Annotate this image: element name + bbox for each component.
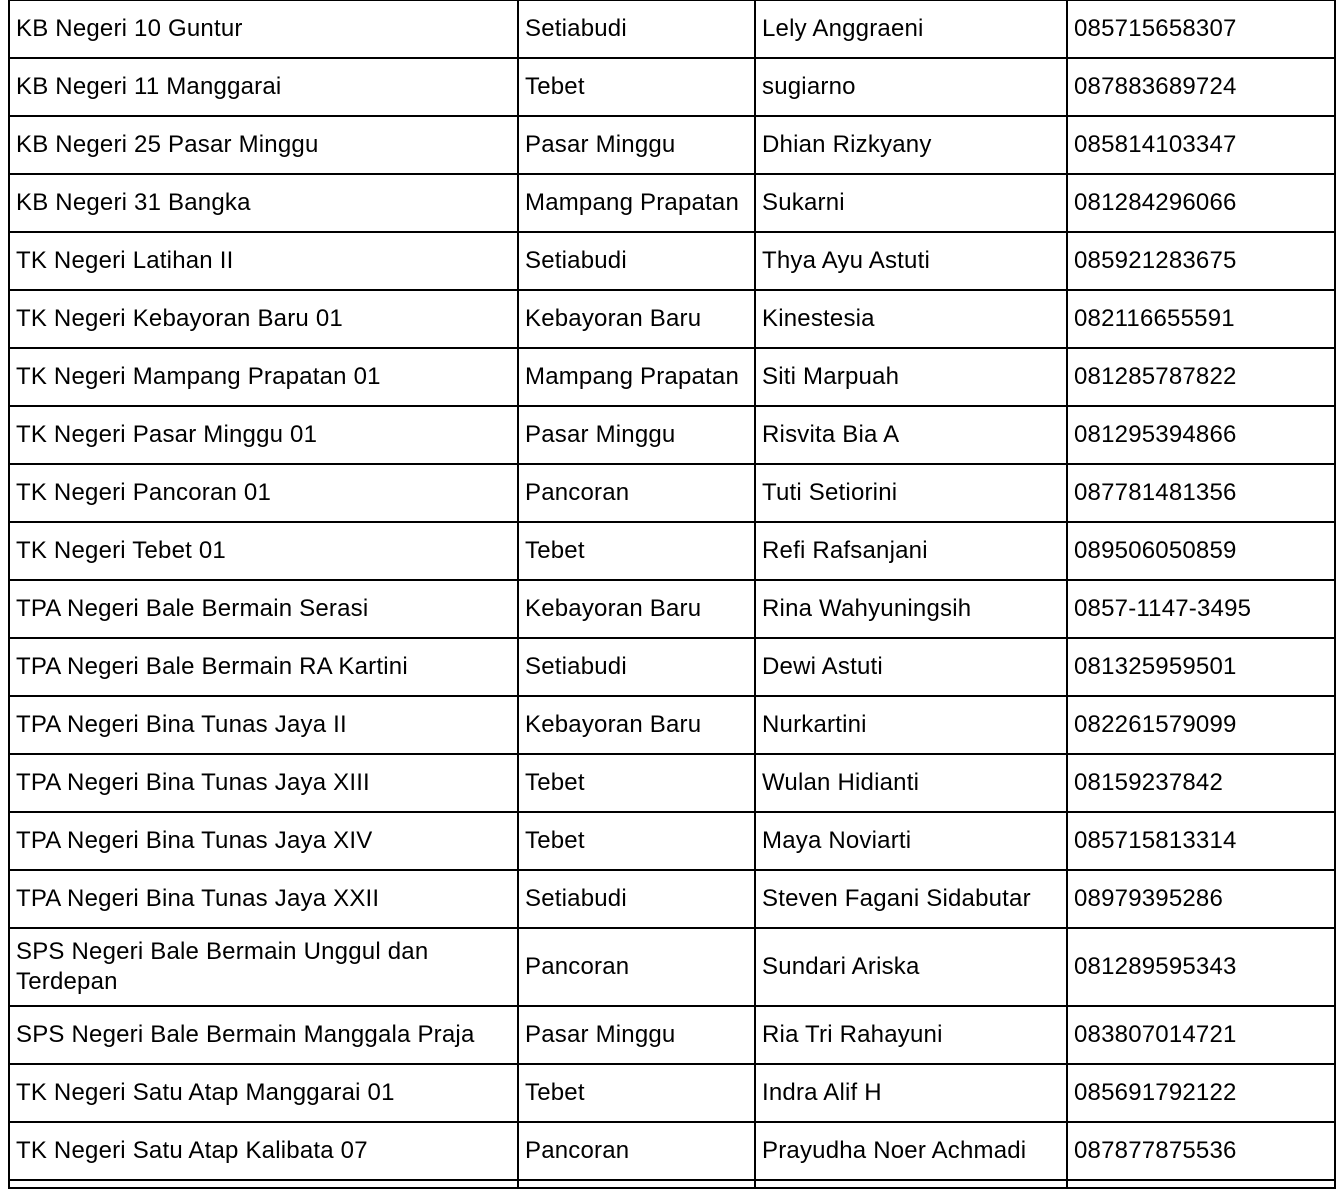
- table-row: [9, 0, 1335, 58]
- school-name-cell: TPA Negeri Bale Bermain Serasi: [9, 580, 518, 638]
- contact-name-cell: Wulan Hidianti: [755, 754, 1067, 812]
- district-cell: Kebayoran Baru: [518, 696, 755, 754]
- empty-cell: [518, 1180, 755, 1188]
- contact-name-cell: Ria Tri Rahayuni: [755, 1006, 1067, 1064]
- school-contact-table-container: [8, 0, 1334, 1189]
- contact-name-cell: Nurkartini: [755, 696, 1067, 754]
- phone-cell: 085715813314: [1067, 812, 1335, 870]
- phone-cell: 081285787822: [1067, 348, 1335, 406]
- table-row: [9, 1122, 1335, 1180]
- table-row: [9, 116, 1335, 174]
- district-cell: Tebet: [518, 58, 755, 116]
- phone-cell: 087781481356: [1067, 464, 1335, 522]
- district-cell: Setiabudi: [518, 638, 755, 696]
- district-cell: Kebayoran Baru: [518, 580, 755, 638]
- phone-cell: 085691792122: [1067, 1064, 1335, 1122]
- school-name-cell: KB Negeri 11 Manggarai: [9, 58, 518, 116]
- school-name-cell: TK Negeri Mampang Prapatan 01: [9, 348, 518, 406]
- contact-name-cell: Indra Alif H: [755, 1064, 1067, 1122]
- phone-cell: 081295394866: [1067, 406, 1335, 464]
- phone-cell: 08979395286: [1067, 870, 1335, 928]
- table-row: [9, 348, 1335, 406]
- district-cell: Tebet: [518, 812, 755, 870]
- phone-cell: 08159237842: [1067, 754, 1335, 812]
- table-row: [9, 1064, 1335, 1122]
- phone-cell: 087877875536: [1067, 1122, 1335, 1180]
- contact-name-cell: sugiarno: [755, 58, 1067, 116]
- school-name-cell: TPA Negeri Bina Tunas Jaya II: [9, 696, 518, 754]
- contact-name-cell: Dewi Astuti: [755, 638, 1067, 696]
- contact-name-cell: Maya Noviarti: [755, 812, 1067, 870]
- contact-name-cell: Thya Ayu Astuti: [755, 232, 1067, 290]
- contact-name-cell: Steven Fagani Sidabutar: [755, 870, 1067, 928]
- district-cell: Setiabudi: [518, 870, 755, 928]
- school-name-cell: KB Negeri 31 Bangka: [9, 174, 518, 232]
- district-cell: Setiabudi: [518, 232, 755, 290]
- phone-cell: 081289595343: [1067, 928, 1335, 1006]
- empty-cell: [1067, 1180, 1335, 1188]
- school-name-cell: TK Negeri Pancoran 01: [9, 464, 518, 522]
- table-row: [9, 464, 1335, 522]
- empty-cell: [9, 1180, 518, 1188]
- table-row: [9, 928, 1335, 1006]
- school-name-cell: TPA Negeri Bina Tunas Jaya XIII: [9, 754, 518, 812]
- phone-cell: 087883689724: [1067, 58, 1335, 116]
- table-row: [9, 406, 1335, 464]
- contact-name-cell: Sukarni: [755, 174, 1067, 232]
- table-row: [9, 58, 1335, 116]
- school-name-cell: TK Negeri Latihan II: [9, 232, 518, 290]
- contact-name-cell: Risvita Bia A: [755, 406, 1067, 464]
- table-row: [9, 174, 1335, 232]
- district-cell: Pancoran: [518, 1122, 755, 1180]
- school-name-cell: KB Negeri 10 Guntur: [9, 0, 518, 58]
- school-contact-table: [8, 0, 1336, 1189]
- contact-name-cell: Lely Anggraeni: [755, 0, 1067, 58]
- phone-cell: 085715658307: [1067, 0, 1335, 58]
- contact-name-cell: Prayudha Noer Achmadi: [755, 1122, 1067, 1180]
- table-row: [9, 638, 1335, 696]
- district-cell: Tebet: [518, 1064, 755, 1122]
- table-row: [9, 1006, 1335, 1064]
- phone-cell: 082261579099: [1067, 696, 1335, 754]
- district-cell: Pasar Minggu: [518, 1006, 755, 1064]
- table-row: [9, 580, 1335, 638]
- district-cell: Pasar Minggu: [518, 406, 755, 464]
- table-row-partial: [9, 1180, 1335, 1188]
- district-cell: Pasar Minggu: [518, 116, 755, 174]
- school-name-cell: TK Negeri Kebayoran Baru 01: [9, 290, 518, 348]
- table-row: [9, 870, 1335, 928]
- phone-cell: 081325959501: [1067, 638, 1335, 696]
- district-cell: Setiabudi: [518, 0, 755, 58]
- school-name-cell: TPA Negeri Bina Tunas Jaya XIV: [9, 812, 518, 870]
- school-name-cell: SPS Negeri Bale Bermain Manggala Praja: [9, 1006, 518, 1064]
- empty-cell: [755, 1180, 1067, 1188]
- district-cell: Pancoran: [518, 928, 755, 1006]
- phone-cell: 085814103347: [1067, 116, 1335, 174]
- district-cell: Mampang Prapatan: [518, 348, 755, 406]
- contact-name-cell: Refi Rafsanjani: [755, 522, 1067, 580]
- table-row: [9, 290, 1335, 348]
- school-name-cell: TK Negeri Pasar Minggu 01: [9, 406, 518, 464]
- district-cell: Kebayoran Baru: [518, 290, 755, 348]
- district-cell: Tebet: [518, 754, 755, 812]
- contact-name-cell: Sundari Ariska: [755, 928, 1067, 1006]
- phone-cell: 089506050859: [1067, 522, 1335, 580]
- school-name-cell: TK Negeri Satu Atap Manggarai 01: [9, 1064, 518, 1122]
- phone-cell: 081284296066: [1067, 174, 1335, 232]
- district-cell: Tebet: [518, 522, 755, 580]
- school-name-cell: TK Negeri Tebet 01: [9, 522, 518, 580]
- district-cell: Mampang Prapatan: [518, 174, 755, 232]
- table-row: [9, 696, 1335, 754]
- school-name-cell: TPA Negeri Bale Bermain RA Kartini: [9, 638, 518, 696]
- phone-cell: 082116655591: [1067, 290, 1335, 348]
- table-row: [9, 232, 1335, 290]
- phone-cell: 083807014721: [1067, 1006, 1335, 1064]
- school-name-cell: SPS Negeri Bale Bermain Unggul dan Terdepan: [9, 928, 518, 1006]
- contact-name-cell: Kinestesia: [755, 290, 1067, 348]
- table-row: [9, 812, 1335, 870]
- contact-name-cell: Siti Marpuah: [755, 348, 1067, 406]
- school-name-cell: TPA Negeri Bina Tunas Jaya XXII: [9, 870, 518, 928]
- table-row: [9, 754, 1335, 812]
- contact-name-cell: Rina Wahyuningsih: [755, 580, 1067, 638]
- district-cell: Pancoran: [518, 464, 755, 522]
- table-row: [9, 522, 1335, 580]
- phone-cell: 0857-1147-3495: [1067, 580, 1335, 638]
- school-name-cell: TK Negeri Satu Atap Kalibata 07: [9, 1122, 518, 1180]
- phone-cell: 085921283675: [1067, 232, 1335, 290]
- contact-name-cell: Dhian Rizkyany: [755, 116, 1067, 174]
- school-name-cell: KB Negeri 25 Pasar Minggu: [9, 116, 518, 174]
- contact-name-cell: Tuti Setiorini: [755, 464, 1067, 522]
